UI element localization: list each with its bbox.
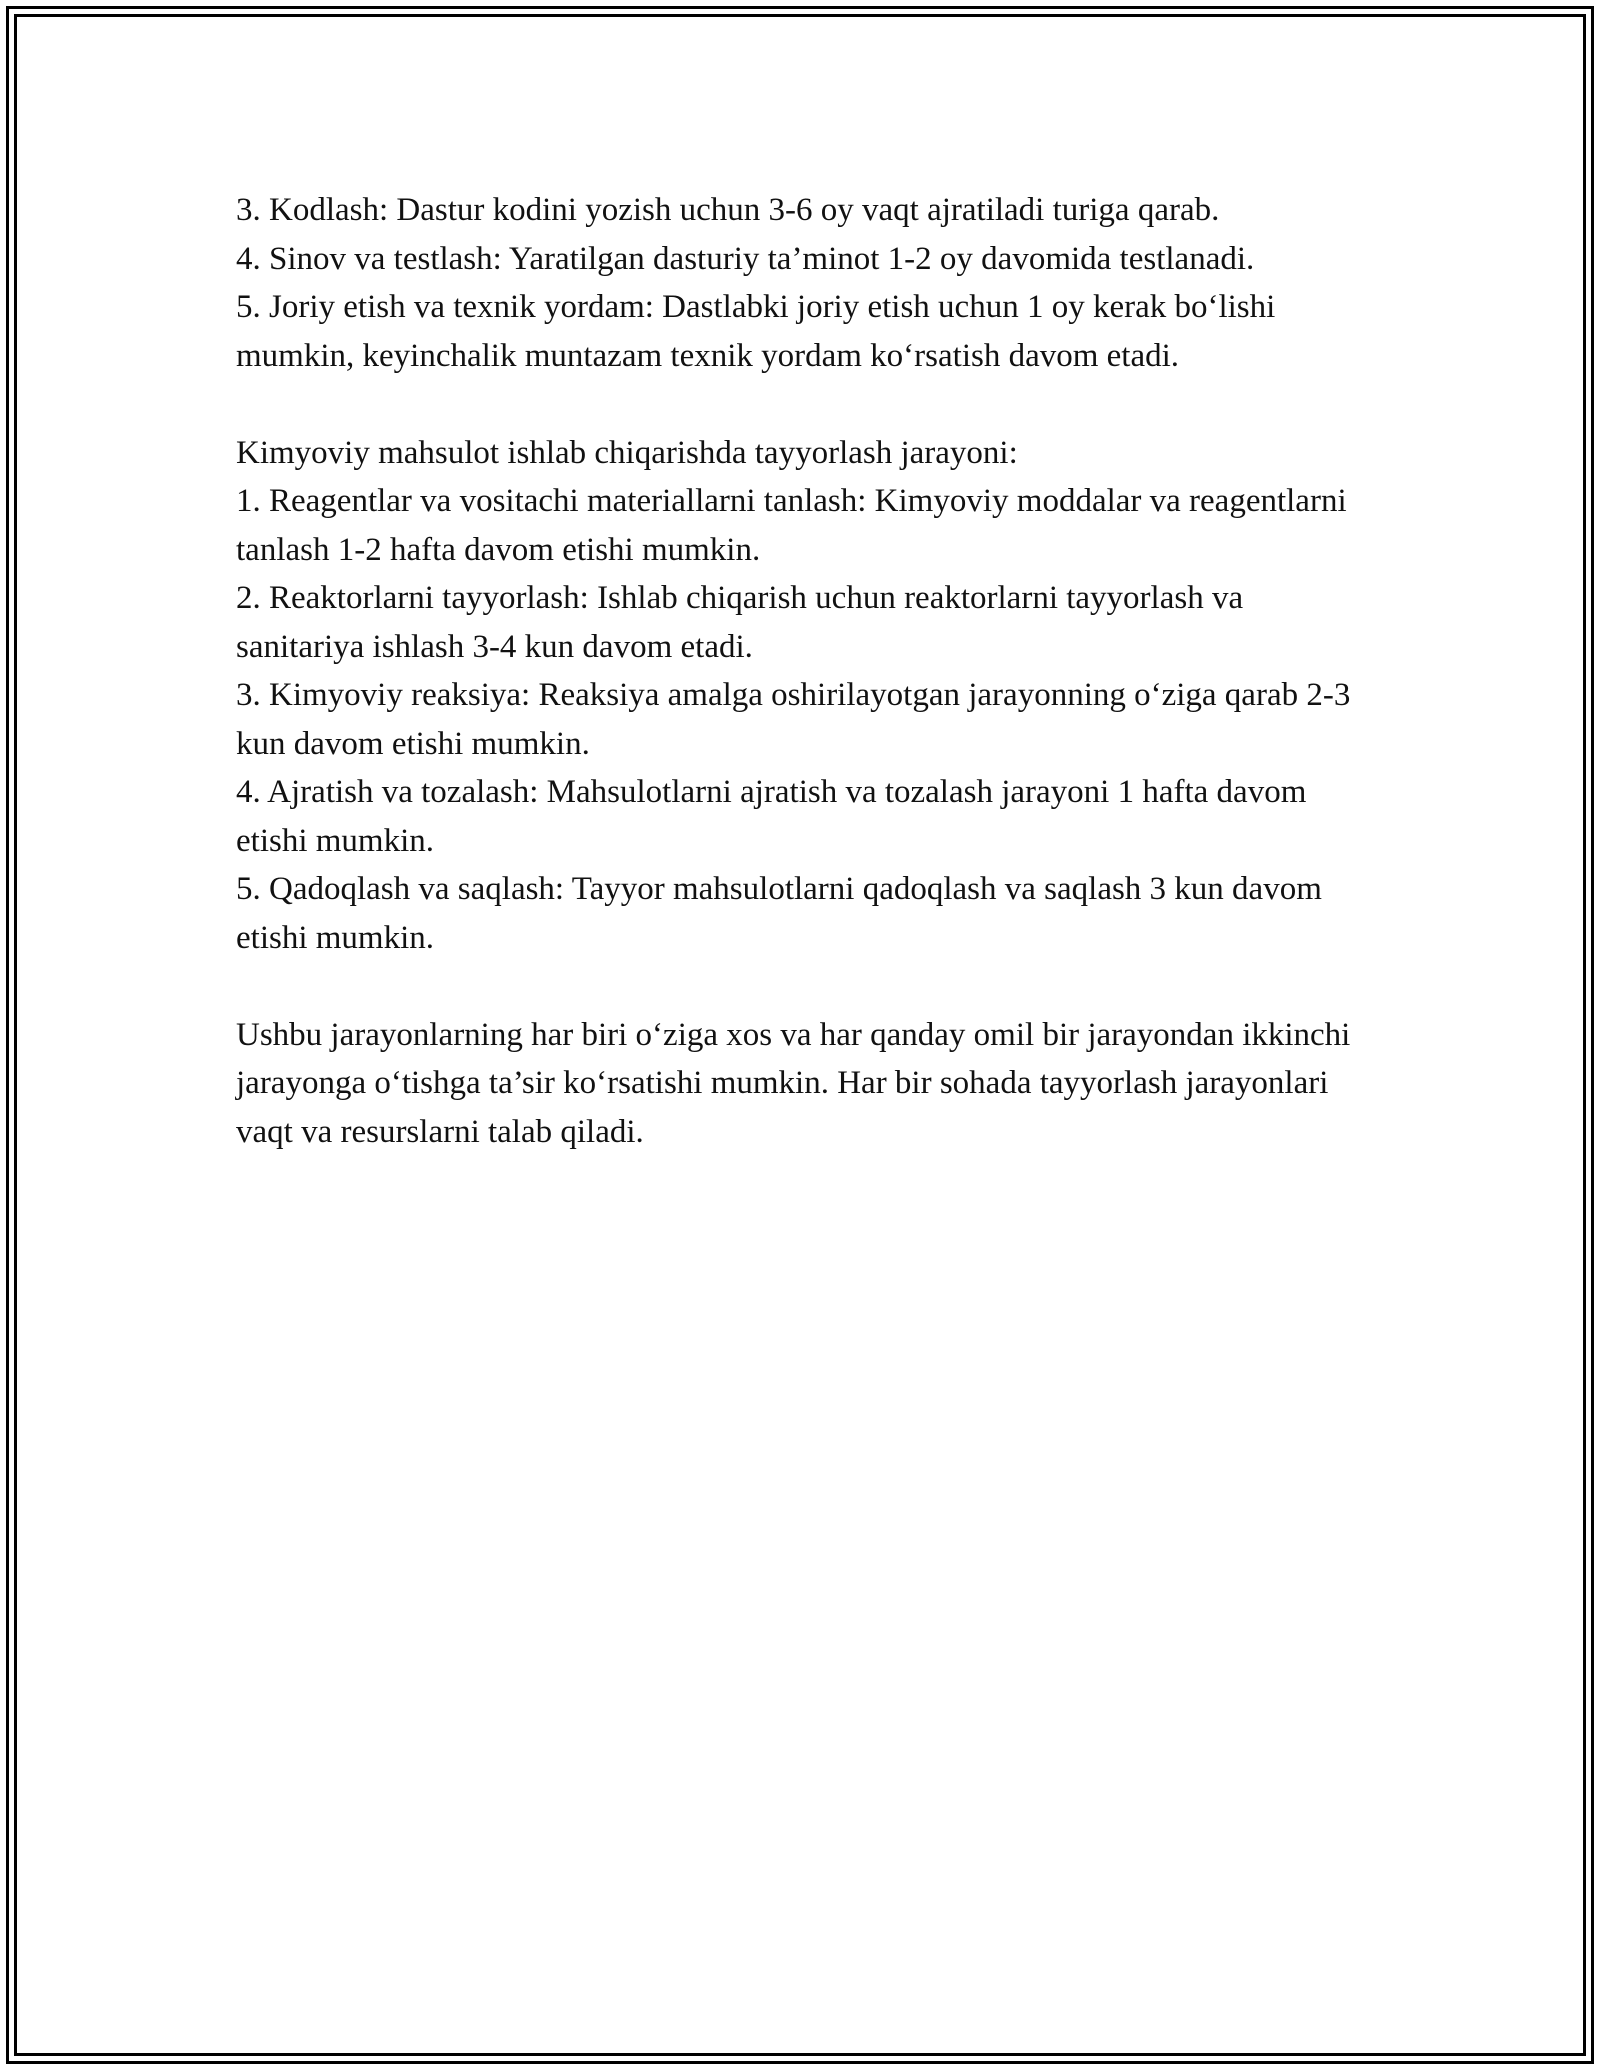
paragraph-spacer: [236, 962, 1366, 1011]
list-item: 4. Ajratish va tozalash: Mahsulotlarni ajratish va tozalash jarayoni 1 hafta davom etishi mumkin.: [236, 774, 1307, 859]
conclusion-paragraph: Ushbu jarayonlarning har biri o‘ziga xos va har qanday omil bir jarayondan ikkinchi jarayonga o‘tishga ta’sir ko‘rsatishi mumkin. Har bir sohada tayyorlash jarayonlari vaqt va resurslarni talab qiladi.: [236, 1016, 1351, 1150]
list-item: 1. Reagentlar va vositachi materiallarni tanlash: Kimyoviy moddalar va reagentlarni tanlash 1-2 hafta davom etishi mumkin.: [236, 483, 1347, 568]
list-item: 5. Joriy etish va texnik yordam: Dastlabki joriy etish uchun 1 oy kerak bo‘lishi mumkin, keyinchalik muntazam texnik yordam ko‘rsatish davom etadi.: [236, 289, 1276, 374]
list-item: 3. Kodlash: Dastur kodini yozish uchun 3-6 oy vaqt ajratiladi turiga qarab.: [236, 192, 1220, 228]
section-heading: Kimyoviy mahsulot ishlab chiqarishda tayyorlash jarayoni:: [236, 434, 1018, 471]
list-item: 3. Kimyoviy reaksiya: Reaksiya amalga oshirilayotgan jarayonning o‘ziga qarab 2-3 kun davom etishi mumkin.: [236, 677, 1351, 762]
list-item: 2. Reaktorlarni tayyorlash: Ishlab chiqarish uchun reaktorlarni tayyorlash va sanitariya ishlash 3-4 kun davom etadi.: [236, 580, 1244, 665]
list-item: 4. Sinov va testlash: Yaratilgan dasturiy ta’minot 1-2 oy davomida testlanadi.: [236, 240, 1255, 277]
document-body: [236, 186, 1366, 1156]
paragraph-spacer: [236, 380, 1366, 429]
list-item: 5. Qadoqlash va saqlash: Tayyor mahsulotlarni qadoqlash va saqlash 3 kun davom etishi mumkin.: [236, 871, 1322, 956]
